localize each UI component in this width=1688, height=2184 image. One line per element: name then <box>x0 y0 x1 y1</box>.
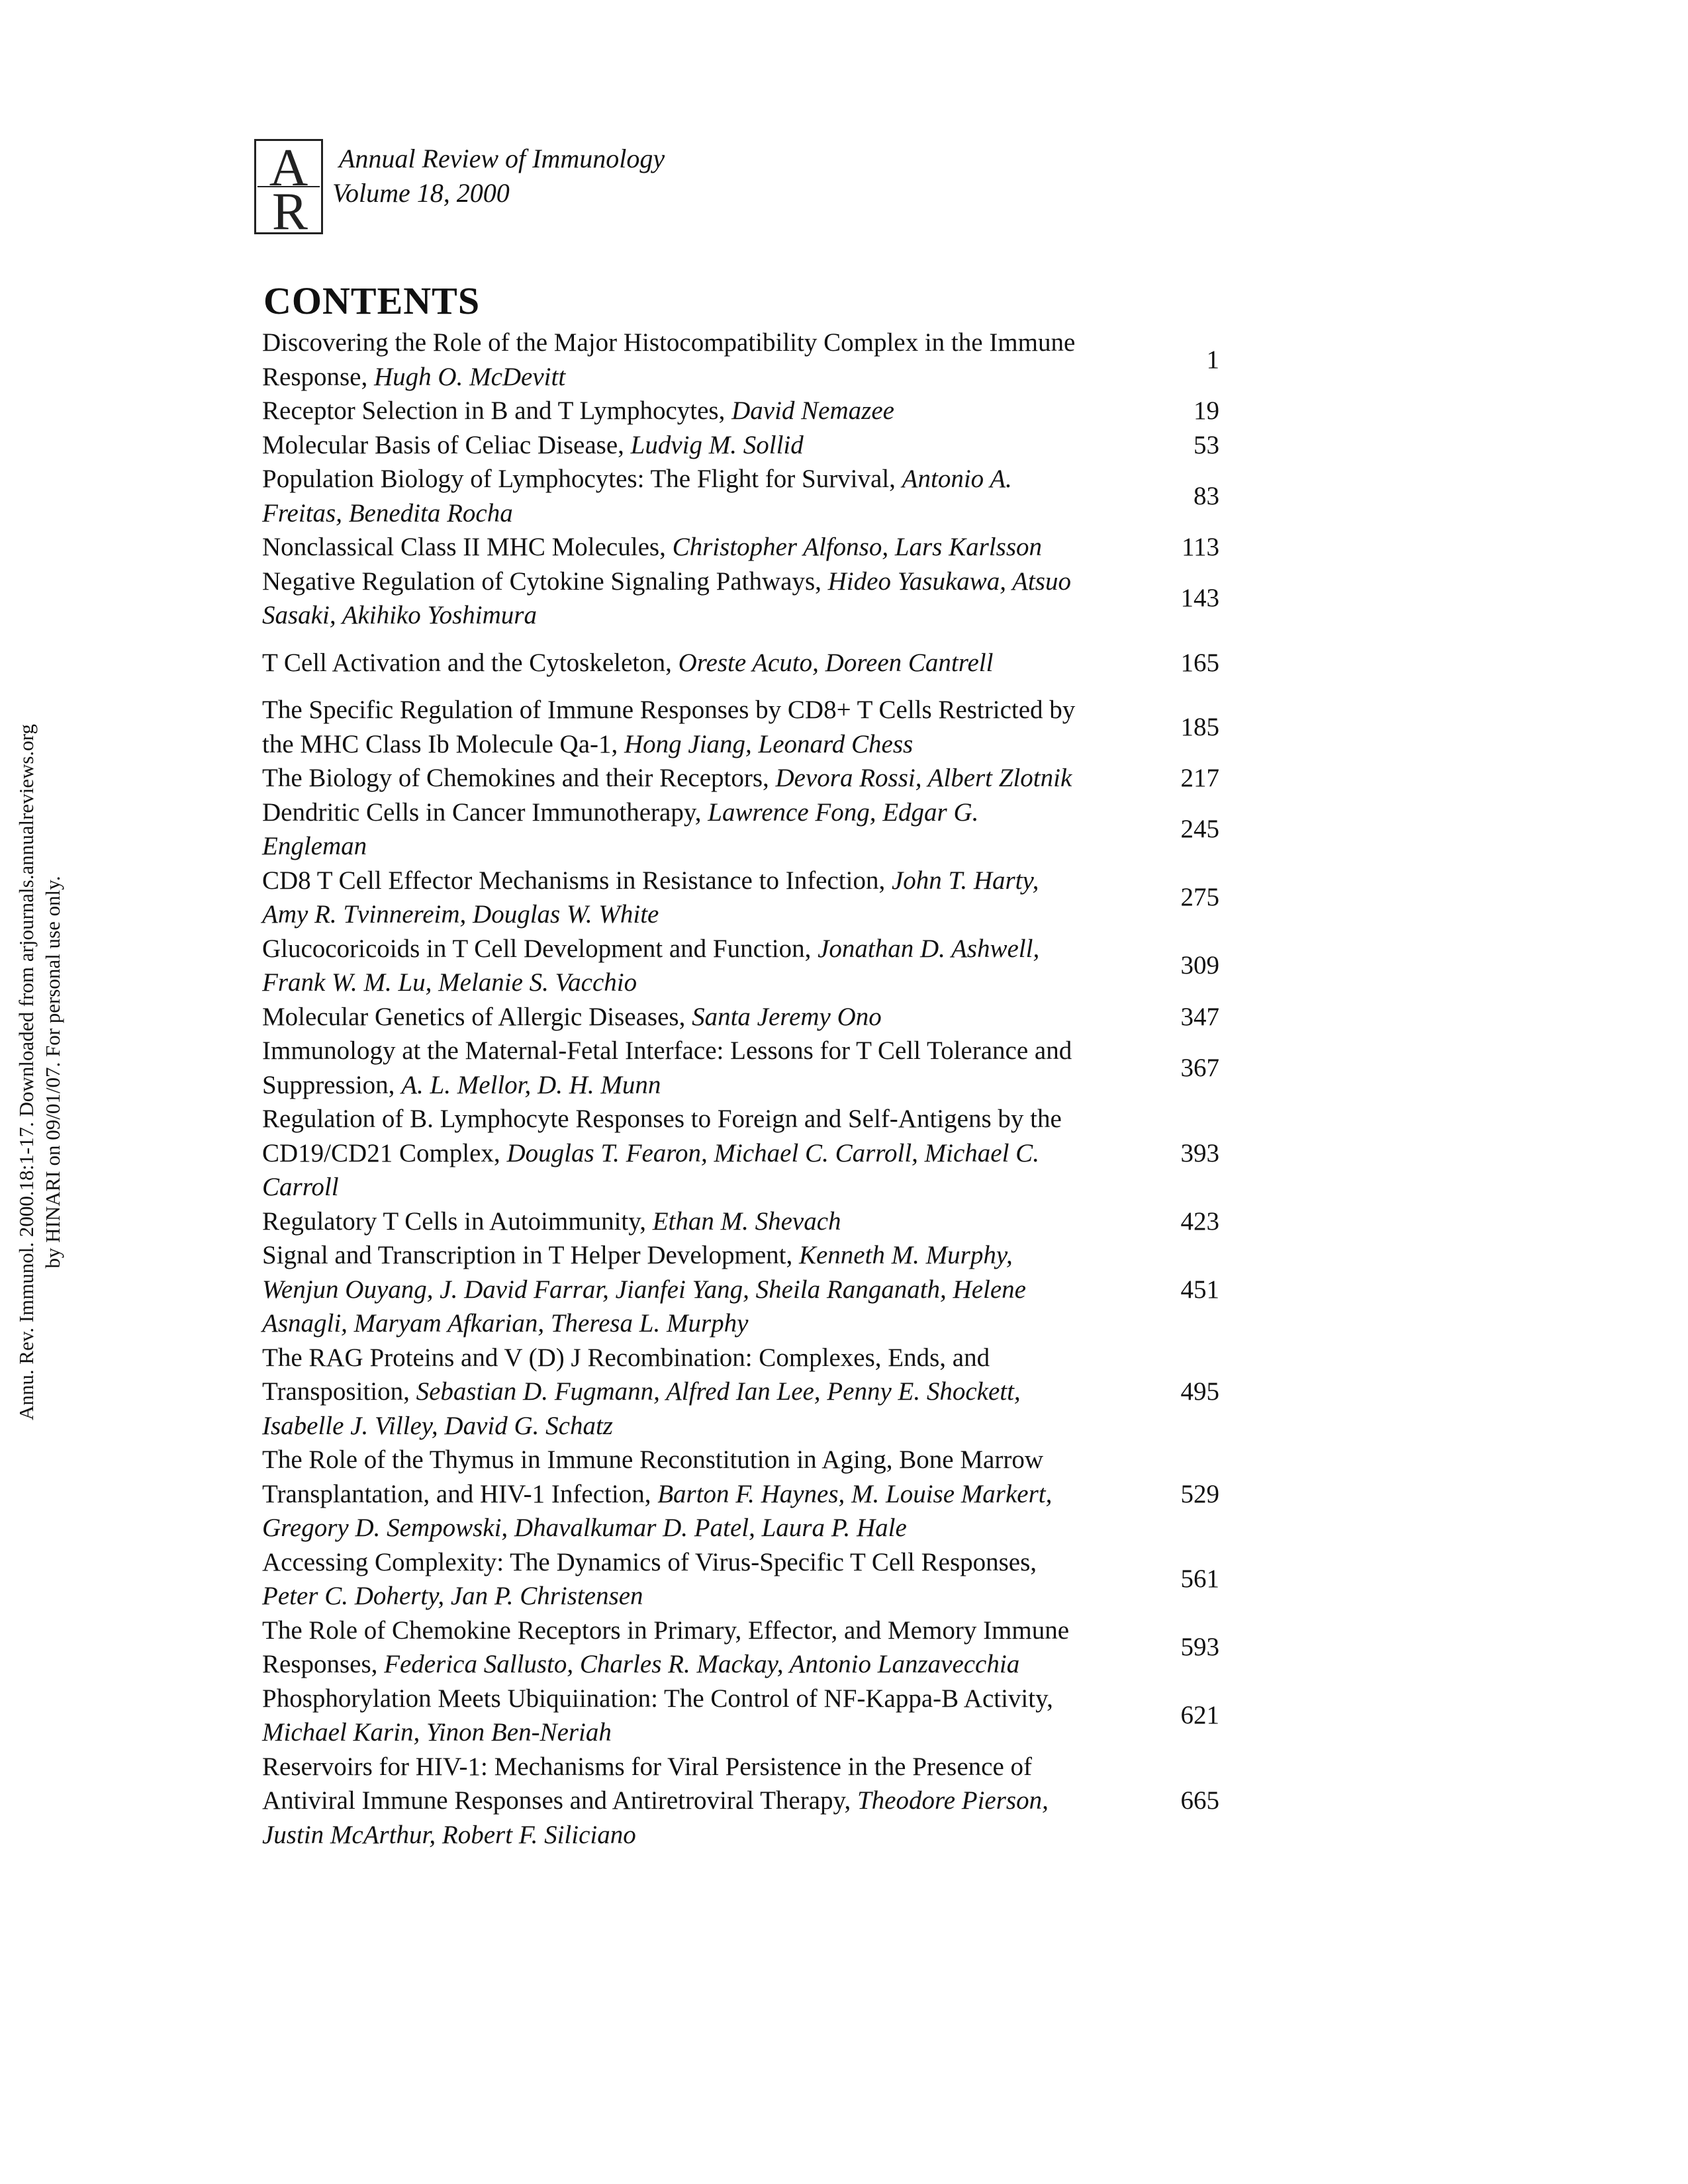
entry-authors: Kenneth M. Murphy, Wenjun Ouyang, J. David Farrar, Jianfei Yang, Sheila Ranganath, Helene Asnagli, Maryam Afkarian, Theresa L. Murphy <box>262 1241 1026 1338</box>
toc-entry[interactable] <box>262 530 1235 565</box>
entry-title: The Biology of Chemokines and their Receptors, <box>262 764 776 792</box>
toc-entry[interactable] <box>262 565 1235 633</box>
journal-volume: Volume 18, 2000 <box>332 178 510 208</box>
toc-entry[interactable] <box>262 1443 1235 1545</box>
toc-entry[interactable] <box>262 326 1235 394</box>
ar-logo <box>254 139 323 234</box>
entry-authors: Ludvig M. Sollid <box>630 430 804 459</box>
entry-authors: Federica Sallusto, Charles R. Mackay, Antonio Lanzavecchia <box>384 1650 1020 1678</box>
entry-page: 423 <box>1180 1206 1219 1236</box>
download-note-text <box>13 609 66 1535</box>
entry-page: 217 <box>1180 764 1219 792</box>
entry-title: The Role of the Thymus in Immune Reconstitution in Aging, Bone Marrow Transplantation, and HIV-1 Infection, <box>262 1445 1043 1508</box>
toc-entry[interactable] <box>262 1000 1235 1034</box>
toc-entry[interactable] <box>262 1614 1235 1682</box>
entry-title: Signal and Transcription in T Helper Development, <box>262 1241 799 1269</box>
contents-heading: CONTENTS <box>263 279 481 322</box>
entry-page: 529 <box>1180 1479 1219 1508</box>
entry-authors: Lawrence Fong, Edgar G. Engleman <box>262 797 979 860</box>
entry-page: 113 <box>1181 533 1219 561</box>
toc-entry[interactable] <box>262 428 1235 463</box>
toc-entry[interactable] <box>262 761 1235 796</box>
entry-page: 367 <box>1180 1053 1219 1082</box>
entry-title: CD8 T Cell Effector Mechanisms in Resistance to Infection, <box>262 866 892 895</box>
entry-page: 347 <box>1180 1002 1219 1031</box>
ar-logo-icon <box>256 141 321 232</box>
entry-authors: Theodore Pierson, Justin McArthur, Robert F. Siliciano <box>262 1786 1049 1849</box>
entry-title: Regulatory T Cells in Autoimmunity, <box>262 1206 653 1236</box>
entry-title: Reservoirs for HIV-1: Mechanisms for Viral Persistence in the Presence of Antiviral Immune Responses and Antiretroviral Therapy, <box>262 1752 1033 1815</box>
entry-page: 53 <box>1194 430 1219 459</box>
toc-entry[interactable] <box>262 796 1235 864</box>
entry-title: Phosphorylation Meets Ubiquiination: The Control of NF-Kappa-B Activity, <box>262 1684 1053 1713</box>
toc-entry[interactable] <box>262 462 1235 530</box>
entry-authors: Christopher Alfonso, Lars Karlsson <box>672 533 1042 561</box>
entry-page: 245 <box>1180 815 1219 844</box>
entry-page: 165 <box>1180 648 1219 677</box>
journal-header <box>332 142 665 210</box>
entry-authors: Devora Rossi, Albert Zlotnik <box>775 764 1072 792</box>
download-note-line-2: by HINARI on 09/01/07. For personal use only. <box>41 876 64 1269</box>
entry-title: Regulation of B. Lymphocyte Responses to Foreign and Self-Antigens by the CD19/CD21 Complex, <box>262 1105 1062 1167</box>
entry-authors: Barton F. Haynes, M. Louise Markert, Gregory D. Sempowski, Dhavalkumar D. Patel, Laura P. Hale <box>262 1479 1053 1542</box>
entry-title: T Cell Activation and the Cytoskeleton, <box>262 648 679 677</box>
entry-title: Discovering the Role of the Major Histocompatibility Complex in the Immune Response, <box>262 328 1076 391</box>
svg-text:A: A <box>269 141 308 198</box>
entry-title: Glucocoricoids in T Cell Development and Function, <box>262 934 818 963</box>
entry-page: 621 <box>1180 1701 1219 1730</box>
toc-entry[interactable] <box>262 1750 1235 1852</box>
toc-entry[interactable] <box>262 1034 1235 1102</box>
entry-authors: Michael Karin, Yinon Ben-Neriah <box>262 1718 612 1747</box>
toc-entry[interactable] <box>262 1102 1235 1205</box>
entry-title: Immunology at the Maternal-Fetal Interface: Lessons for T Cell Tolerance and Suppression, <box>262 1036 1072 1099</box>
entry-title: Molecular Genetics of Allergic Diseases, <box>262 1002 692 1031</box>
entry-title: Molecular Basis of Celiac Disease, <box>262 430 631 459</box>
toc-entry[interactable] <box>262 864 1235 932</box>
toc-entry[interactable] <box>262 1238 1235 1341</box>
toc-entry[interactable] <box>262 646 1235 680</box>
entry-authors: Peter C. Doherty, Jan P. Christensen <box>262 1582 643 1610</box>
entry-page: 19 <box>1194 396 1219 425</box>
download-note-line-1: Annu. Rev. Immunol. 2000.18:1-17. Downloaded from arjournals.annualreviews.org <box>15 723 38 1421</box>
entry-title: Nonclassical Class II MHC Molecules, <box>262 533 673 561</box>
entry-authors: Oreste Acuto, Doreen Cantrell <box>678 648 994 677</box>
entry-authors: Hong Jiang, Leonard Chess <box>624 729 914 758</box>
entry-title: The RAG Proteins and V (D) J Recombination: Complexes, Ends, and Transposition, <box>262 1343 990 1406</box>
entry-page: 593 <box>1180 1633 1219 1662</box>
entry-authors: Hugh O. McDevitt <box>374 362 566 391</box>
entry-title: Population Biology of Lymphocytes: The Flight for Survival, <box>262 465 902 493</box>
entry-page: 309 <box>1180 951 1219 980</box>
toc-entry[interactable] <box>262 693 1235 761</box>
toc-entry[interactable] <box>262 1341 1235 1443</box>
entry-page: 185 <box>1180 712 1219 741</box>
entry-page: 275 <box>1180 883 1219 912</box>
entry-authors: Antonio A. Freitas, Benedita Rocha <box>262 465 1012 527</box>
toc-entry[interactable] <box>262 394 1235 428</box>
entry-page: 451 <box>1180 1275 1219 1304</box>
entry-title: Receptor Selection in B and T Lymphocytes, <box>262 396 732 425</box>
entry-authors: A. L. Mellor, D. H. Munn <box>401 1070 661 1099</box>
toc-entry[interactable] <box>262 1205 1235 1239</box>
download-note <box>0 0 79 2184</box>
entry-authors: Sebastian D. Fugmann, Alfred Ian Lee, Penny E. Shockett, Isabelle J. Villey, David G. Schatz <box>262 1377 1021 1440</box>
entry-page: 1 <box>1206 345 1219 374</box>
toc-entry[interactable] <box>262 932 1235 1000</box>
entry-authors: David Nemazee <box>731 396 894 425</box>
entry-page: 393 <box>1180 1138 1219 1167</box>
entry-page: 143 <box>1180 584 1219 613</box>
entry-title: Accessing Complexity: The Dynamics of Virus-Specific T Cell Responses, <box>262 1547 1037 1576</box>
toc-entry[interactable] <box>262 1682 1235 1750</box>
entry-page: 83 <box>1194 481 1219 510</box>
journal-title: Annual Review of Immunology <box>339 144 665 173</box>
entry-page: 665 <box>1180 1786 1219 1815</box>
entry-authors: Santa Jeremy Ono <box>692 1002 882 1031</box>
entry-title: The Role of Chemokine Receptors in Primary, Effector, and Memory Immune Responses, <box>262 1615 1070 1678</box>
entry-authors: Hideo Yasukawa, Atsuo Sasaki, Akihiko Yoshimura <box>262 567 1071 629</box>
entry-authors: Douglas T. Fearon, Michael C. Carroll, Michael C. Carroll <box>262 1138 1039 1201</box>
entry-page: 561 <box>1180 1565 1219 1594</box>
svg-text:R: R <box>271 181 308 232</box>
table-of-contents <box>262 326 1235 1852</box>
entry-page: 495 <box>1180 1377 1219 1406</box>
entry-authors: Ethan M. Shevach <box>652 1206 841 1236</box>
entry-title: The Specific Regulation of Immune Responses by CD8+ T Cells Restricted by the MHC Class Ib Molecule Qa-1, <box>262 696 1076 758</box>
entry-title: Negative Regulation of Cytokine Signaling Pathways, <box>262 567 828 596</box>
toc-entry[interactable] <box>262 1545 1235 1614</box>
entry-title: Dendritic Cells in Cancer Immunotherapy, <box>262 797 708 827</box>
entry-authors: John T. Harty, Amy R. Tvinnereim, Douglas W. White <box>262 866 1039 929</box>
entry-authors: Jonathan D. Ashwell, Frank W. M. Lu, Melanie S. Vacchio <box>262 934 1040 997</box>
